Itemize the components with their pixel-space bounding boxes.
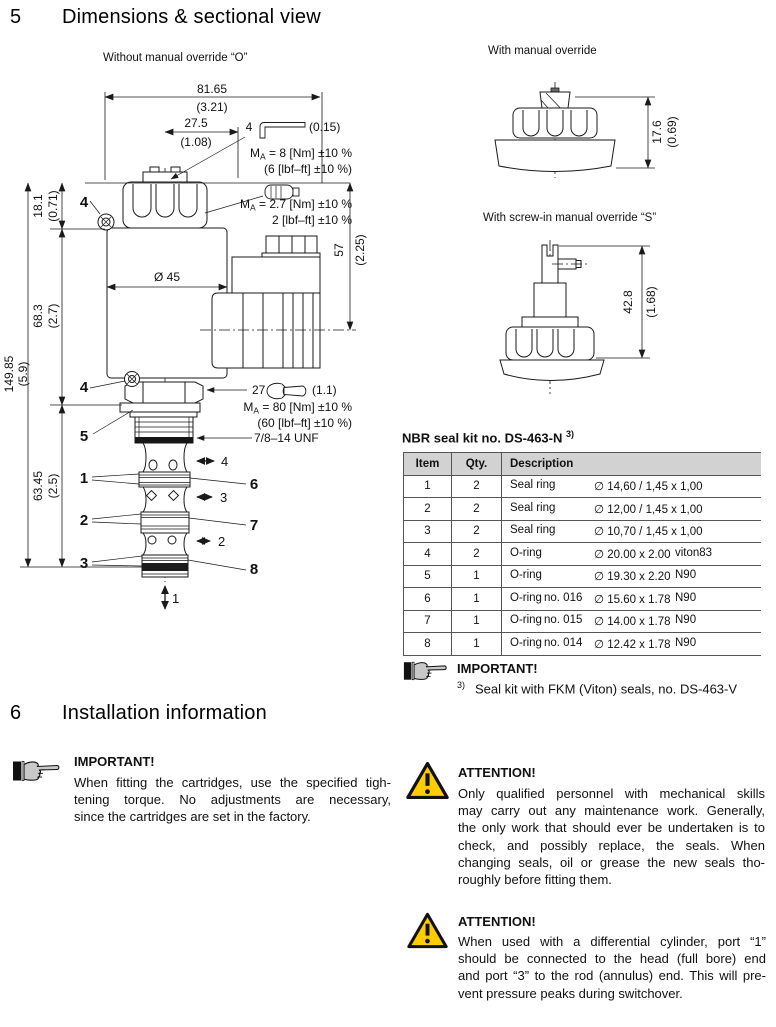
cell-item: 5 bbox=[404, 565, 452, 588]
setscrew-icon bbox=[125, 372, 140, 387]
cell-description: O-ring ∅ 19.30 x 2.20 N90 bbox=[502, 565, 762, 588]
dim-screw-height: 42.8 bbox=[621, 290, 635, 314]
note-line: When fitting the cartridges, use the specified tigh- bbox=[74, 775, 391, 790]
dim-hex-af: 4 bbox=[245, 120, 253, 134]
cell-description: Seal ring ∅ 14,60 / 1,45 x 1,00 bbox=[502, 475, 762, 498]
cell-item: 4 bbox=[404, 543, 452, 566]
footnote-ref: 3) bbox=[457, 680, 466, 690]
note-line: and port “3” to the rod (annulus) end. This will pre- bbox=[458, 968, 766, 984]
torque-top-line1: $M_A = 8$ [Nm] ±10 % bbox=[250, 146, 352, 162]
pointing-hand-icon bbox=[403, 657, 449, 684]
cell-description: Seal ring ∅ 12,00 / 1,45 x 1,00 bbox=[502, 498, 762, 521]
seal-kit-row bbox=[404, 633, 762, 656]
item-label-4: 4 bbox=[79, 194, 89, 211]
col-qty: Qty. bbox=[452, 453, 502, 476]
cartridge bbox=[139, 443, 190, 577]
note-line: check, and possibly replace, the seals. When bbox=[458, 837, 765, 853]
dim-h-top: 18.1 bbox=[31, 194, 45, 218]
dim-conn-h-in: (2.25) bbox=[353, 234, 367, 266]
cell-item: 2 bbox=[404, 498, 452, 521]
port-label-1: 1 bbox=[172, 591, 180, 606]
note-line: should be connected to the head (full bore) end bbox=[458, 951, 766, 967]
note-line: the only work that should ever be undertaken is to bbox=[458, 820, 765, 836]
attention2-text bbox=[458, 933, 766, 1002]
cell-item: 7 bbox=[404, 610, 452, 633]
item-label-3: 3 bbox=[79, 555, 89, 572]
dim-offset-in: (1.08) bbox=[180, 135, 212, 149]
seal-note-title: IMPORTANT! bbox=[457, 661, 538, 676]
seal-kit-row bbox=[404, 588, 762, 611]
port-label-3: 3 bbox=[220, 490, 228, 505]
cell-qty: 1 bbox=[452, 565, 502, 588]
section-6-heading bbox=[10, 702, 267, 725]
note-line: When used with a differential cylinder, port “1” bbox=[458, 934, 766, 949]
note-line: roughly before fitting them. bbox=[458, 872, 612, 888]
attention1-title: ATTENTION! bbox=[458, 765, 536, 780]
seal-kit-title-footref: 3) bbox=[566, 429, 575, 439]
item-label-8: 8 bbox=[249, 561, 259, 578]
cell-item: 3 bbox=[404, 520, 452, 543]
warning-triangle-icon bbox=[406, 911, 449, 950]
cell-qty: 1 bbox=[452, 610, 502, 633]
cell-description: O-ring no. 015 ∅ 14.00 x 1.78 N90 bbox=[502, 610, 762, 633]
note-line: since the cartridges are set in the factory. bbox=[74, 809, 311, 825]
main-drawing-caption: Without manual override “O” bbox=[103, 52, 248, 64]
dim-conn-h: 57 bbox=[332, 243, 346, 257]
dim-override-height-in: (0.69) bbox=[665, 116, 679, 148]
main-dimension-drawing bbox=[0, 80, 400, 650]
seal-kit-row bbox=[404, 520, 762, 543]
note-line: Only qualified personnel with mechanical skills bbox=[458, 786, 765, 801]
note-line: changing seals, oil or grease the new seals tho- bbox=[458, 854, 765, 870]
pointing-hand-icon bbox=[12, 756, 62, 785]
cell-item: 1 bbox=[404, 475, 452, 498]
coil-body bbox=[107, 228, 227, 378]
note-line: vent pressure peaks during switchover. bbox=[458, 985, 683, 1001]
cell-description: O-ring ∅ 20.00 x 2.00 viton83 bbox=[502, 543, 762, 566]
dim-wrench-af: 27 bbox=[252, 383, 266, 397]
section-6-title: Installation information bbox=[62, 702, 267, 724]
screw-override-caption: With screw-in manual override “S” bbox=[483, 212, 657, 224]
item-label-2: 2 bbox=[79, 512, 89, 529]
item-label-4b: 4 bbox=[79, 379, 89, 396]
torque-cart-line1: $M_A = 80$ [Nm] ±10 % bbox=[243, 400, 352, 416]
seal-kit-row bbox=[404, 475, 762, 498]
port-label-4: 4 bbox=[221, 454, 229, 469]
seal-kit-row bbox=[404, 610, 762, 633]
dim-h-coil: 68.3 bbox=[31, 304, 45, 328]
cell-qty: 1 bbox=[452, 588, 502, 611]
section-5-title: Dimensions & sectional view bbox=[62, 6, 321, 28]
item-label-5: 5 bbox=[79, 428, 89, 445]
seal-kit-row bbox=[404, 565, 762, 588]
note-line: tening torque. No adjustments are necessary, bbox=[74, 792, 391, 808]
seal-kit-header-row bbox=[404, 453, 762, 476]
wrench-icon bbox=[267, 383, 306, 398]
manual-override-caption: With manual override bbox=[488, 45, 597, 57]
cell-qty: 2 bbox=[452, 475, 502, 498]
torque-top-line2: (6 [lbf–ft] ±10 %) bbox=[264, 162, 352, 176]
warning-triangle-icon bbox=[405, 760, 450, 801]
thread-label: 7/8–14 UNF bbox=[254, 431, 319, 445]
dim-h-cart: 63.45 bbox=[31, 470, 45, 502]
seal-kit-row bbox=[404, 498, 762, 521]
dim-h-total: 149.85 bbox=[2, 355, 16, 393]
dim-hex-af-in: (0.15) bbox=[309, 120, 341, 134]
dim-wrench-af-in: (1.1) bbox=[312, 383, 337, 397]
cell-qty: 2 bbox=[452, 543, 502, 566]
install-note-title: IMPORTANT! bbox=[74, 754, 155, 769]
cell-qty: 2 bbox=[452, 520, 502, 543]
port-label-2: 2 bbox=[218, 534, 226, 549]
item-label-7: 7 bbox=[249, 517, 259, 534]
note-line: may carry out any maintenance work. Generally, bbox=[458, 803, 765, 819]
attention2-title: ATTENTION! bbox=[458, 914, 536, 929]
dim-total-width-in: (3.21) bbox=[196, 100, 228, 114]
manual-override-drawing bbox=[455, 66, 765, 216]
cell-description: O-ring no. 016 ∅ 15.60 x 1.78 N90 bbox=[502, 588, 762, 611]
torque-nut-line1: $M_A = 2.7$ [Nm] ±10 % bbox=[240, 197, 352, 213]
torque-cart-line2: (60 [lbf–ft] ±10 %) bbox=[257, 416, 352, 430]
dim-h-cart-in: (2.5) bbox=[46, 473, 60, 499]
item-label-6: 6 bbox=[249, 476, 259, 493]
section-6-number: 6 bbox=[10, 702, 22, 724]
dim-coil-dia: Ø 45 bbox=[153, 270, 181, 284]
dim-total-width: 81.65 bbox=[196, 82, 228, 96]
seal-kit-title: NBR seal kit no. DS-463-N $^{3)}$ bbox=[402, 429, 575, 446]
setscrew-icon bbox=[98, 214, 114, 230]
item-label-1: 1 bbox=[79, 470, 89, 487]
dim-h-coil-in: (2.7) bbox=[46, 303, 60, 329]
cell-description: O-ring no. 014 ∅ 12.42 x 1.78 N90 bbox=[502, 633, 762, 656]
cell-description: Seal ring ∅ 10,70 / 1,45 x 1,00 bbox=[502, 520, 762, 543]
dim-offset: 27.5 bbox=[184, 116, 208, 130]
section-5-heading bbox=[10, 6, 321, 29]
screw-override-drawing bbox=[455, 235, 770, 450]
hex-key-icon bbox=[260, 123, 305, 139]
torque-nut-line2: 2 [lbf–ft] ±10 % bbox=[272, 213, 352, 227]
cell-qty: 1 bbox=[452, 633, 502, 656]
cell-qty: 2 bbox=[452, 498, 502, 521]
dim-h-total-in: (5.9) bbox=[16, 361, 30, 387]
dim-override-height: 17.6 bbox=[650, 120, 664, 144]
seal-kit-table bbox=[403, 452, 761, 656]
dim-h-top-in: (0.71) bbox=[46, 190, 60, 222]
col-description: Description bbox=[502, 453, 762, 476]
seal-kit-row bbox=[404, 543, 762, 566]
attention1-text bbox=[458, 785, 765, 888]
install-note-text bbox=[74, 774, 391, 826]
dim-screw-height-in: (1.68) bbox=[644, 286, 658, 318]
cell-item: 6 bbox=[404, 588, 452, 611]
col-item: Item bbox=[404, 453, 452, 476]
cell-item: 8 bbox=[404, 633, 452, 656]
seal-note-text: $^{3)}$ Seal kit with FKM (Viton) seals, no. DS-463-V bbox=[457, 680, 738, 697]
section-5-number: 5 bbox=[10, 6, 22, 28]
